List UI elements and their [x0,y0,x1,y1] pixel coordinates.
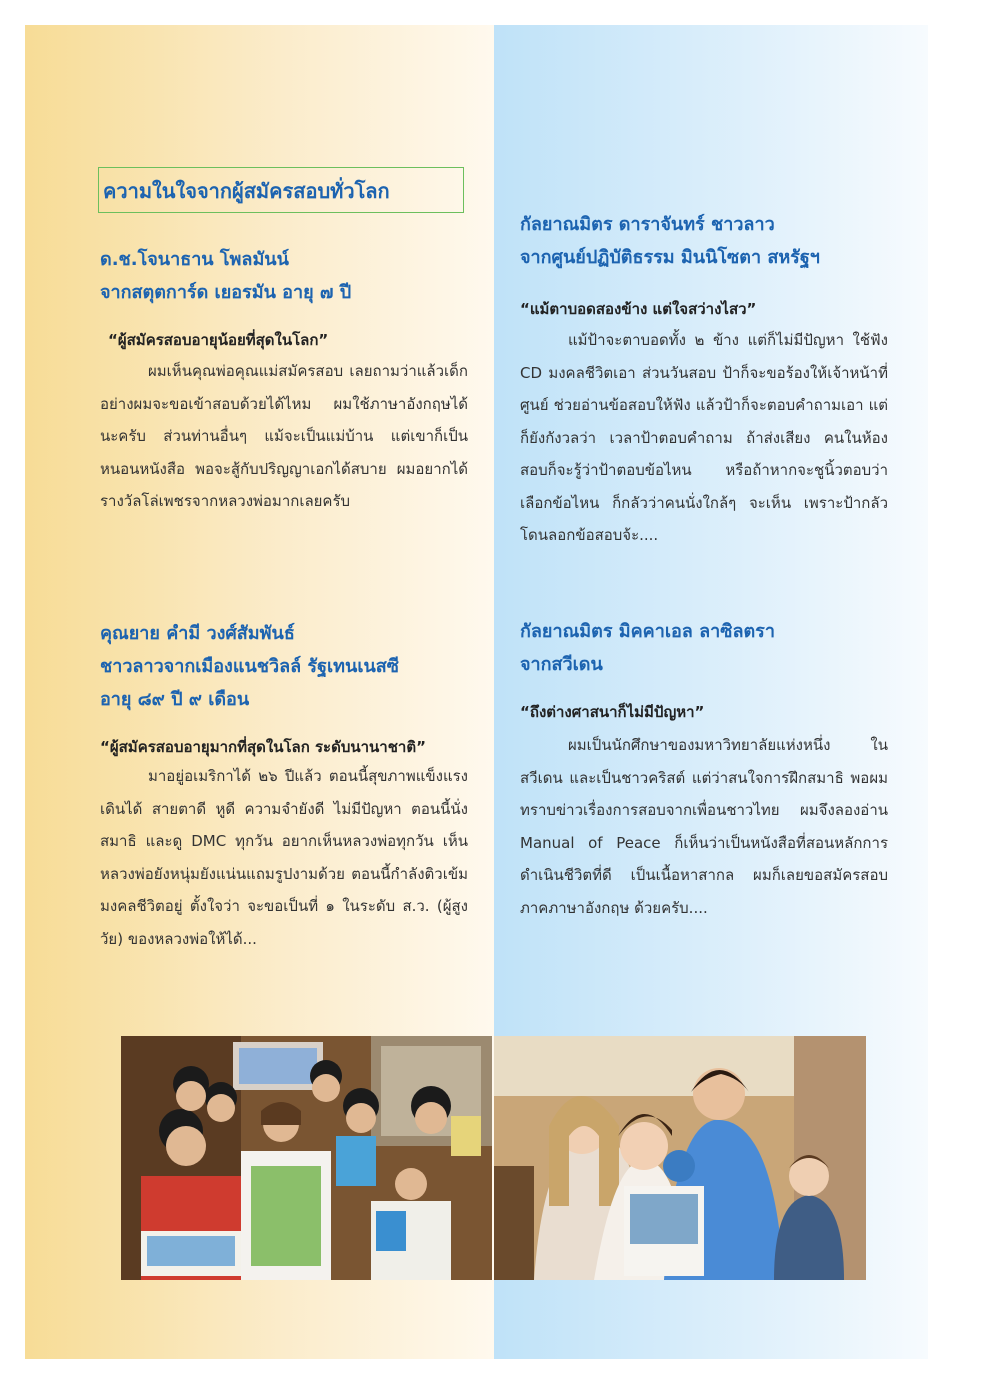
article-quote: “แม้ตาบอดสองข้าง แต่ใจสว่างไสว” [520,300,757,318]
article-body: มาอยู่อเมริกาได้ ๒๖ ปีแล้ว ตอนนี้สุขภาพแข็งแรง เดินได้ สายตาดี หูดี ความจำยังดี ไม่มีปัญหา ตอนนี้นั่งสมาธิ และดู DMC ทุกวัน อยากเห็นหลวงพ่อทุกวัน เห็นหลวงพ่อยังหนุ่มยังแน่นแถมรูปงามด้วย ตอนนี้กำลังติวเข้มมงคลชีวิตอยู่ ตั้งใจว่า จะขอเป็นที่ ๑ ในระดับ ส.ว. (ผู้สูงวัย) ของหลวงพ่อให้ได้... [100,767,468,948]
name-line: จากสตุตการ์ด เยอรมัน อายุ ๗ ปี [100,282,352,303]
article-name [100,617,468,716]
article-name [520,615,888,681]
children-photo-illustration [494,1036,866,1280]
article-quote: “ผู้สมัครสอบอายุน้อยที่สุดในโลก” [108,331,329,349]
name-line: ชาวลาวจากเมืองแนชวิลล์ รัฐเทนเนสซี [100,656,399,677]
name-line: อายุ ๘๙ ปี ๙ เดือน [100,689,250,710]
name-line: กัลยาณมิตร ดาราจันทร์ ชาวลาว [520,214,775,235]
group-photo-right [494,1036,866,1280]
group-photo-illustration [121,1036,492,1280]
name-line: คุณยาย คำมี วงศ์สัมพันธ์ [100,623,295,644]
name-line: ด.ช.โจนาธาน โพลมันน์ [100,249,289,270]
name-line: กัลยาณมิตร มิคคาเอล ลาซิลตรา [520,621,775,642]
section-title: ความในใจจากผู้สมัครสอบทั่วโลก [98,167,464,213]
article-khammi [100,617,468,955]
article-quote: “ผู้สมัครสอบอายุมากที่สุดในโลก ระดับนานาชาติ” [100,738,426,756]
article-body: ผมเป็นนักศึกษาของมหาวิทยาลัยแห่งหนึ่ง ในสวีเดน และเป็นชาวคริสต์ แต่ว่าสนใจการฝึกสมาธิ พอผมทราบข่าวเรื่องการสอบจากเพื่อนชาวไทย ผมจึงลองอ่าน Manual of Peace ก็เห็นว่าเป็นหนังสือที่สอนหลักการดำเนินชีวิตที่ดี เป็นเนื้อหาสากล ผมก็เลยขอสมัครสอบภาคภาษาอังกฤษ ด้วยครับ.... [520,736,888,917]
article-body: ผมเห็นคุณพ่อคุณแม่สมัครสอบ เลยถามว่าแล้วเด็กอย่างผมจะขอเข้าสอบด้วยได้ไหม ผมใช้ภาษาอังกฤษได้นะครับ ส่วนท่านอื่นๆ แม้จะเป็นแม่บ้าน แต่เขาก็เป็นหนอนหนังสือ พอจะสู้กับปริญญาเอกได้สบาย ผมอยากได้รางวัลโล่เพชรจากหลวงพ่อมากเลยครับ [100,362,468,510]
article-jonathan [100,243,468,518]
article-quote: “ถึงต่างศาสนาก็ไม่มีปัญหา” [520,703,705,721]
article-darachan [520,208,888,552]
name-line: จากศูนย์ปฏิบัติธรรม มินนิโซตา สหรัฐฯ [520,247,820,268]
article-name [520,208,888,274]
name-line: จากสวีเดน [520,654,603,675]
article-mikael [520,615,888,924]
group-photo-left [121,1036,492,1280]
article-body: แม้ป้าจะตาบอดทั้ง ๒ ข้าง แต่ก็ไม่มีปัญหา ใช้ฟัง CD มงคลชีวิตเอา ส่วนวันสอบ ป้าก็จะขอร้องให้เจ้าหน้าที่ศูนย์ ช่วยอ่านข้อสอบให้ฟัง แล้วป้าก็จะตอบคำถามเอา แต่ก็ยังกังวลว่า เวลาป้าตอบคำถาม ถ้าส่งเสียง คนในห้องสอบก็จะรู้ว่าป้าตอบข้อไหน หรือถ้าหากจะชูนิ้วตอบว่าเลือกข้อไหน ก็กลัวว่าคนนั่งใกล้ๆ จะเห็น เพราะป้ากลัวโดนลอกข้อสอบจ้ะ.... [520,331,888,544]
article-name [100,243,468,309]
